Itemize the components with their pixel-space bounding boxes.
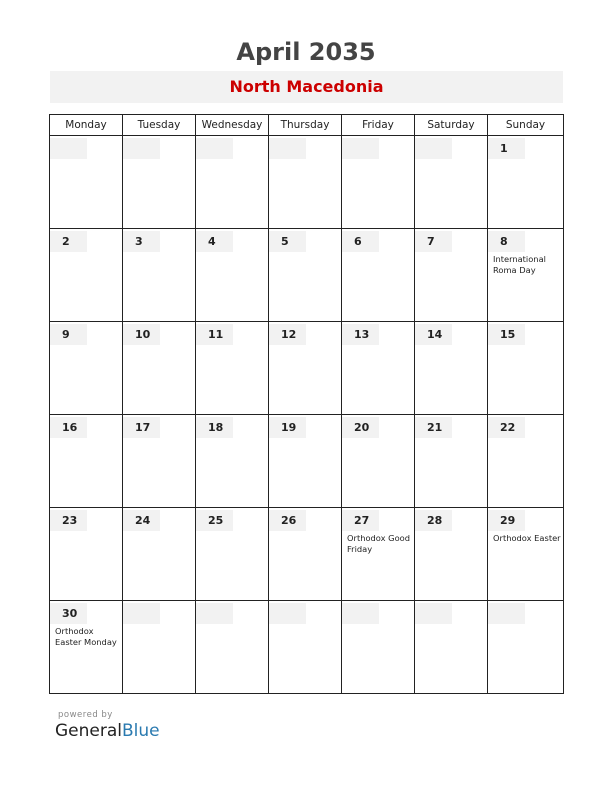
day-number: 4 [196, 231, 233, 252]
day-cell[interactable] [342, 229, 415, 322]
day-cell[interactable] [269, 508, 342, 601]
day-cell[interactable] [415, 415, 488, 508]
week-row [50, 136, 564, 229]
day-number-placeholder [269, 603, 306, 624]
day-cell[interactable] [50, 508, 123, 601]
day-number: 2 [50, 231, 87, 252]
day-number: 6 [342, 231, 379, 252]
day-cell[interactable] [123, 136, 196, 229]
day-number-placeholder [123, 603, 160, 624]
day-number: 29 [488, 510, 525, 531]
day-cell[interactable] [196, 136, 269, 229]
day-number-placeholder [342, 138, 379, 159]
day-cell[interactable] [342, 508, 415, 601]
brand-blue-text: Blue [122, 721, 160, 741]
day-cell[interactable] [488, 136, 564, 229]
weekday-header: Friday [342, 115, 415, 136]
day-cell[interactable] [415, 136, 488, 229]
day-number-placeholder [488, 603, 525, 624]
weekday-header: Thursday [269, 115, 342, 136]
week-row [50, 601, 564, 694]
holiday-label: International Roma Day [493, 254, 546, 275]
day-cell[interactable] [50, 136, 123, 229]
day-number-placeholder [269, 138, 306, 159]
day-number: 17 [123, 417, 160, 438]
day-number: 14 [415, 324, 452, 345]
holiday-label: Orthodox Easter Monday [55, 626, 117, 647]
holiday-label: Orthodox Good Friday [347, 533, 411, 554]
day-number: 19 [269, 417, 306, 438]
country-name: North Macedonia [229, 77, 384, 96]
day-cell[interactable] [196, 415, 269, 508]
day-cell[interactable] [415, 322, 488, 415]
day-number-placeholder [196, 138, 233, 159]
page-title: April 2035 [236, 38, 376, 66]
day-cell[interactable] [196, 508, 269, 601]
day-cell[interactable] [50, 415, 123, 508]
day-cell[interactable] [415, 508, 488, 601]
day-number-placeholder [50, 138, 87, 159]
day-cell[interactable] [415, 601, 488, 694]
day-number: 1 [488, 138, 525, 159]
day-cell[interactable] [488, 601, 564, 694]
day-cell[interactable] [342, 601, 415, 694]
day-number: 24 [123, 510, 160, 531]
day-cell[interactable] [50, 229, 123, 322]
day-number: 18 [196, 417, 233, 438]
day-cell[interactable] [123, 322, 196, 415]
weekday-header: Wednesday [196, 115, 269, 136]
day-number-placeholder [415, 603, 452, 624]
week-row [50, 322, 564, 415]
day-cell[interactable] [196, 601, 269, 694]
day-number: 27 [342, 510, 379, 531]
day-cell[interactable] [342, 136, 415, 229]
day-number: 12 [269, 324, 306, 345]
day-cell[interactable] [269, 229, 342, 322]
day-number: 16 [50, 417, 87, 438]
week-row [50, 508, 564, 601]
day-number: 21 [415, 417, 452, 438]
day-number: 28 [415, 510, 452, 531]
weekday-header: Monday [50, 115, 123, 136]
day-number: 13 [342, 324, 379, 345]
week-row [50, 415, 564, 508]
day-cell[interactable] [123, 229, 196, 322]
day-cell[interactable] [196, 322, 269, 415]
day-number: 11 [196, 324, 233, 345]
day-number: 10 [123, 324, 160, 345]
day-cell[interactable] [269, 415, 342, 508]
day-number-placeholder [196, 603, 233, 624]
week-row [50, 229, 564, 322]
day-number: 30 [50, 603, 87, 624]
day-cell[interactable] [415, 229, 488, 322]
weekday-header: Tuesday [123, 115, 196, 136]
day-number-placeholder [123, 138, 160, 159]
brand-general-text: General [55, 721, 122, 741]
day-cell[interactable] [269, 601, 342, 694]
day-cell[interactable] [123, 415, 196, 508]
day-number: 15 [488, 324, 525, 345]
day-number-placeholder [342, 603, 379, 624]
day-cell[interactable] [488, 415, 564, 508]
holiday-label: Orthodox Easter [493, 533, 561, 543]
day-number: 22 [488, 417, 525, 438]
day-cell[interactable] [488, 508, 564, 601]
day-number: 23 [50, 510, 87, 531]
day-cell[interactable] [50, 601, 123, 694]
day-cell[interactable] [269, 322, 342, 415]
day-number: 9 [50, 324, 87, 345]
day-number: 20 [342, 417, 379, 438]
day-cell[interactable] [196, 229, 269, 322]
calendar-grid [49, 114, 564, 694]
day-number: 26 [269, 510, 306, 531]
day-number: 3 [123, 231, 160, 252]
day-number-placeholder [415, 138, 452, 159]
weekday-header: Saturday [415, 115, 488, 136]
weekday-header: Sunday [488, 115, 564, 136]
day-number: 8 [488, 231, 525, 252]
day-cell[interactable] [342, 322, 415, 415]
country-banner [50, 71, 563, 103]
day-cell[interactable] [488, 322, 564, 415]
day-cell[interactable] [269, 136, 342, 229]
day-cell[interactable] [123, 508, 196, 601]
brand-logo[interactable] [55, 721, 160, 741]
day-number: 5 [269, 231, 306, 252]
day-number: 25 [196, 510, 233, 531]
day-cell[interactable] [342, 415, 415, 508]
day-cell[interactable] [50, 322, 123, 415]
powered-by-label: powered by [58, 710, 113, 720]
day-cell[interactable] [488, 229, 564, 322]
weekday-header-row [50, 115, 564, 136]
day-cell[interactable] [123, 601, 196, 694]
day-number: 7 [415, 231, 452, 252]
